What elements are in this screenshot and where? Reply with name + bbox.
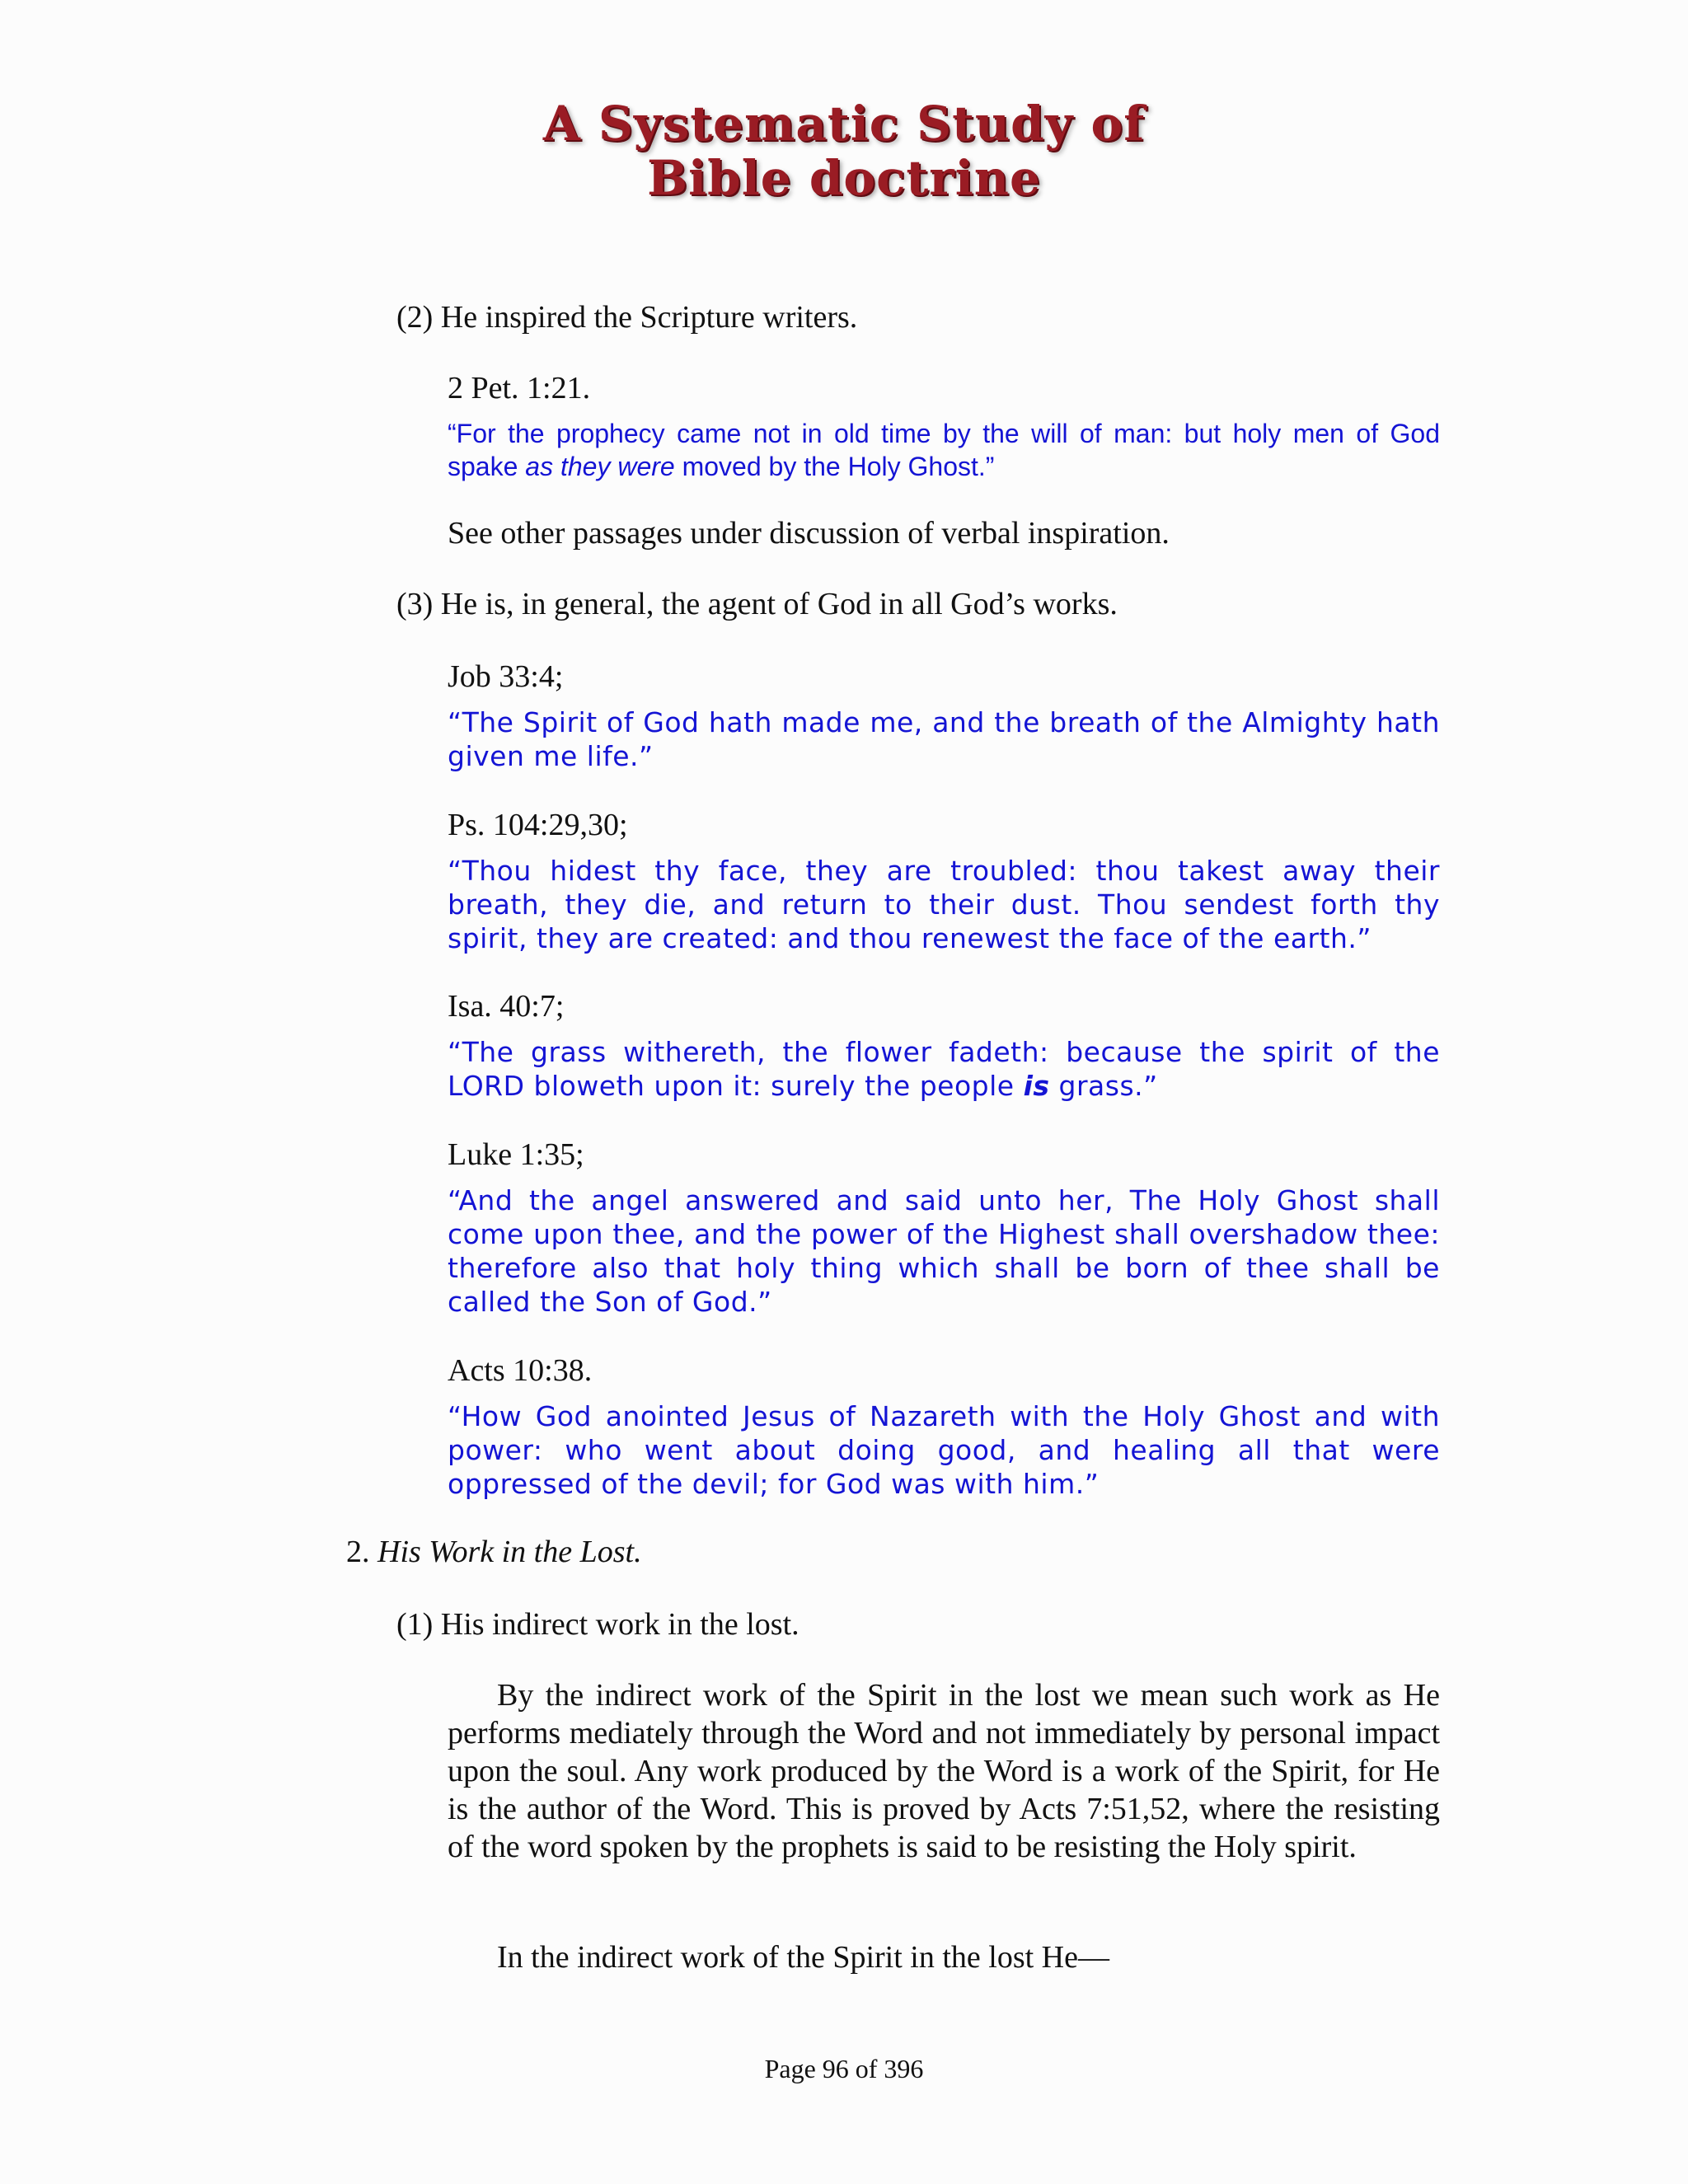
quote-isa xyxy=(448,1035,1440,1103)
page-header-title-line1: A Systematic Study of xyxy=(542,96,1146,152)
quote-text: moved by the Holy Ghost.” xyxy=(674,452,995,481)
quote-emphasis: is xyxy=(1023,1070,1050,1102)
quote-text: “The grass withereth, the flower fadeth: because the spirit of the LORD bloweth upon it: surely the people xyxy=(448,1036,1440,1102)
quote-text: grass.” xyxy=(1049,1070,1158,1102)
quote-2-pet xyxy=(448,417,1440,483)
quote-acts: “How God anointed Jesus of Nazareth with the Holy Ghost and with power: who went about doing good, and healing all that were oppressed of the devil; for God was with him.” xyxy=(448,1400,1440,1500)
quote-ps: “Thou hidest thy face, they are troubled: thou takest away their breath, they die, and return to their dust. Thou sendest forth thy spirit, they are created: and thou renewest the face of the earth.” xyxy=(448,855,1440,954)
point-1-heading: (1) His indirect work in the lost. xyxy=(396,1607,799,1642)
reference-luke: Luke 1:35; xyxy=(448,1137,584,1172)
reference-job: Job 33:4; xyxy=(448,659,564,694)
section-title: His Work in the Lost. xyxy=(377,1535,642,1569)
paragraph-text: By the indirect work of the Spirit in the lost we mean such work as He performs mediately through the Word and not immediately by personal impact upon the soul. Any work produced by the Word is a work of the Spirit, for He is the author of the Word. This is proved by Acts 7:51,52, where the resisting of the word spoken by the prophets is said to be resisting the Holy spirit. xyxy=(448,1678,1440,1864)
page-header-title-line2: Bible doctrine xyxy=(647,150,1041,206)
reference-2-pet: 2 Pet. 1:21. xyxy=(448,371,591,405)
paragraph-text: In the indirect work of the Spirit in the lost He— xyxy=(497,1940,1109,1975)
section-2-heading xyxy=(346,1533,642,1571)
quote-text: “For the prophecy came not in old time by the will of man: but holy men of God spake xyxy=(448,419,1440,481)
quote-luke: “And the angel answered and said unto her, The Holy Ghost shall come upon thee, and the power of the Highest shall overshadow thee: therefore also that holy thing which shall be born of thee shall be called the Son of God.” xyxy=(448,1184,1440,1318)
reference-ps: Ps. 104:29,30; xyxy=(448,808,628,842)
paragraph-indirect-work xyxy=(448,1676,1440,1866)
paragraph-indirect-work-intro xyxy=(448,1938,1440,1976)
point-2-heading: (2) He inspired the Scripture writers. xyxy=(396,300,858,335)
point-3-heading: (3) He is, in general, the agent of God in all God’s works. xyxy=(396,587,1118,621)
reference-acts: Acts 10:38. xyxy=(448,1353,593,1388)
see-other-note: See other passages under discussion of verbal inspiration. xyxy=(448,516,1170,551)
page-number: Page 96 of 396 xyxy=(764,2054,924,2083)
section-number: 2. xyxy=(346,1535,377,1569)
quote-italic: as they were xyxy=(525,452,675,481)
quote-job: “The Spirit of God hath made me, and the breath of the Almighty hath given me life.” xyxy=(448,706,1440,772)
reference-isa: Isa. 40:7; xyxy=(448,989,565,1024)
